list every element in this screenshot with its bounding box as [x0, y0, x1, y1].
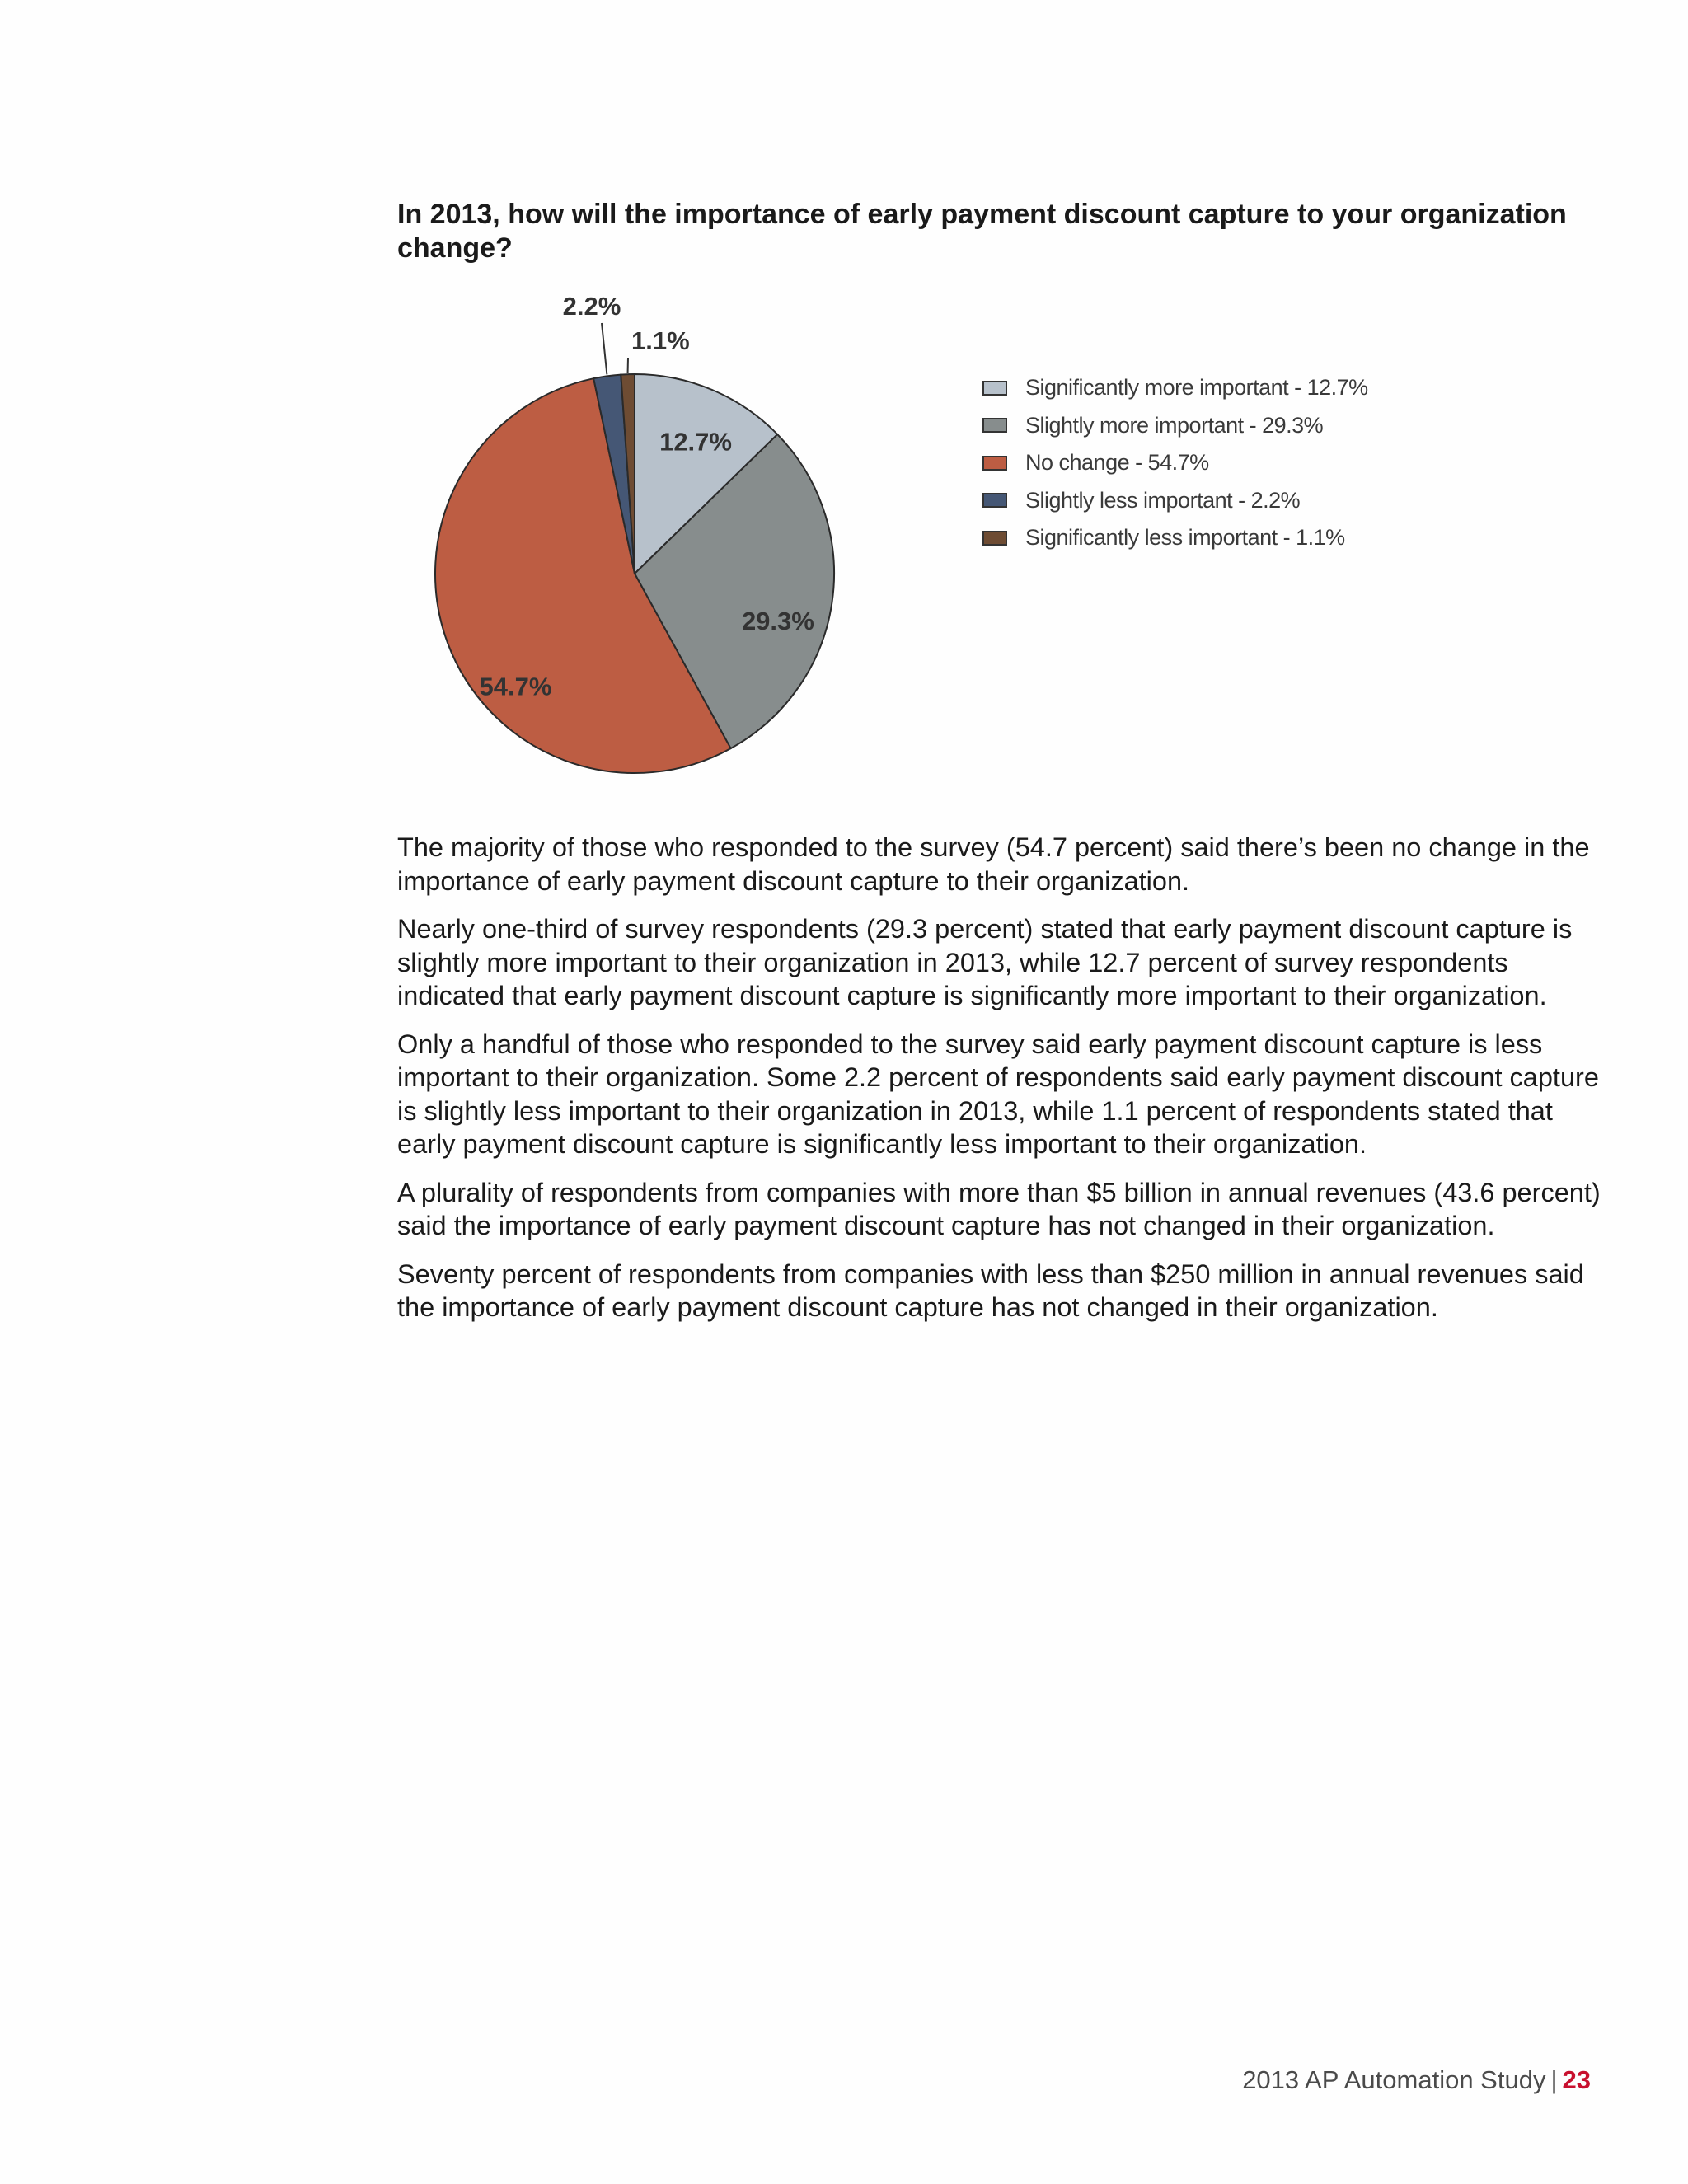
slice-label: 29.3% — [741, 607, 814, 636]
chart-legend — [982, 369, 1368, 557]
legend-swatch — [982, 418, 1007, 433]
paragraph: Nearly one-third of survey respondents (29.3 percent) stated that early payment discount capture is slightly more important to their organization in 2013, while 12.7 percent of survey respondents indicated that early payment discount capture is significantly more important to their organization. — [397, 914, 1573, 1010]
slice-label: 12.7% — [659, 427, 732, 457]
legend-label: Slightly less important - 2.2% — [1025, 487, 1301, 513]
chart-question-title: In 2013, how will the importance of early payment discount capture to your organization change? — [397, 199, 1567, 264]
pie-chart — [0, 0, 1688, 824]
paragraph: Seventy percent of respondents from companies with less than $250 million in annual revenues said the importance of early payment discount capture has not changed in their organization. — [397, 1258, 1584, 1322]
legend-item — [982, 369, 1368, 407]
page-number: 23 — [1562, 2065, 1591, 2094]
slice-label: 54.7% — [479, 672, 552, 701]
body-text — [397, 831, 1617, 1339]
footer-title: 2013 AP Automation Study — [1242, 2065, 1546, 2094]
paragraph: A plurality of respondents from companies with more than $5 billion in annual revenues (43.6 percent) said the importance of early payment discount capture has not changed in their organization. — [397, 1177, 1601, 1240]
legend-swatch — [982, 531, 1007, 546]
leader-line — [602, 323, 607, 374]
footer-separator: | — [1550, 2065, 1558, 2094]
legend-label: Significantly less important - 1.1% — [1025, 525, 1345, 551]
legend-item — [982, 482, 1368, 520]
page-footer — [1242, 2065, 1591, 2095]
legend-item — [982, 519, 1368, 557]
legend-item — [982, 444, 1368, 482]
legend-swatch — [982, 493, 1007, 508]
paragraph: Only a handful of those who responded to the survey said early payment discount capture is less important to their organization. Some 2.2 percent of respondents said early payment discount capture is slightly less important to their organization in 2013, while 1.1 percent of respondents stated that early payment discount capture is significantly less important to their organization. — [397, 1029, 1599, 1159]
paragraph: The majority of those who responded to the survey (54.7 percent) said there’s been no change in the importance of early payment discount capture to their organization. — [397, 832, 1590, 896]
slice-label: 1.1% — [631, 326, 690, 355]
legend-swatch — [982, 381, 1007, 396]
legend-label: Slightly more important - 29.3% — [1025, 412, 1324, 438]
slice-label: 2.2% — [562, 292, 621, 321]
legend-label: No change - 54.7% — [1025, 450, 1209, 476]
legend-label: Significantly more important - 12.7% — [1025, 375, 1368, 401]
legend-swatch — [982, 456, 1007, 471]
legend-item — [982, 407, 1368, 445]
